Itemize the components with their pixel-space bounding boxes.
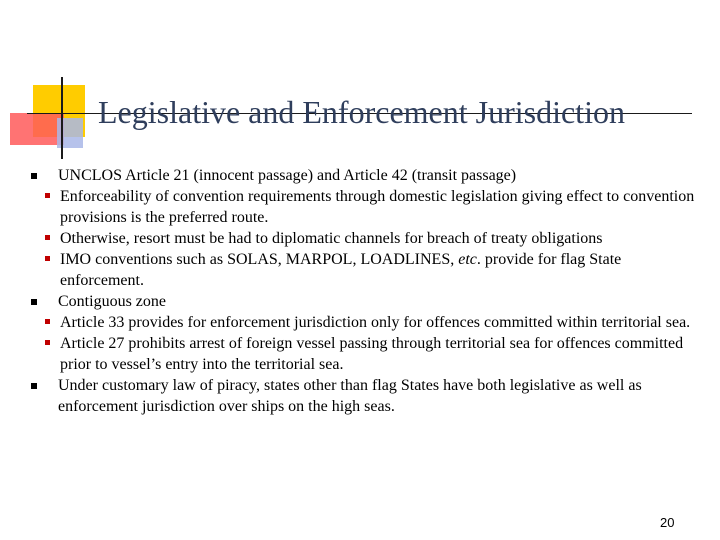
bullet-text: Under customary law of piracy, states other than flag States have both legislative as well as enforcement jurisdiction over ships on the high seas. xyxy=(58,377,642,415)
sub-bullet-text: Enforceability of convention requirements through domestic legislation giving effect to convention provisions is the preferred route. xyxy=(60,188,695,226)
bullet-text: UNCLOS Article 21 (innocent passage) and Article 42 (transit passage) xyxy=(58,167,517,184)
sub-bullet-item xyxy=(28,186,700,228)
bullet-text: Contiguous zone xyxy=(58,293,166,310)
sub-bullet-text: Article 33 provides for enforcement jurisdiction only for offences committed within territorial sea. xyxy=(60,314,691,331)
square-bullet-icon xyxy=(45,235,50,240)
square-bullet-icon xyxy=(45,193,50,198)
square-bullet-icon xyxy=(45,256,50,261)
square-bullet-icon xyxy=(31,173,37,179)
square-bullet-icon xyxy=(45,319,50,324)
decorative-red-bar xyxy=(10,113,64,145)
bullet-item xyxy=(28,165,700,186)
slide-title: Legislative and Enforcement Jurisdiction xyxy=(98,94,625,130)
decorative-vertical-line xyxy=(61,77,63,159)
page-number: 20 xyxy=(660,515,675,530)
sub-bullet-text: Article 27 prohibits arrest of foreign vessel passing through territorial sea for offences committed prior to vessel’s entry into the territorial sea. xyxy=(60,335,684,373)
square-bullet-icon xyxy=(45,340,50,345)
sub-bullet-text-pre: IMO conventions such as SOLAS, MARPOL, LOADLINES, xyxy=(60,251,459,268)
bullet-list xyxy=(28,165,700,417)
bullet-item xyxy=(28,291,700,312)
sub-bullet-item xyxy=(28,249,700,291)
square-bullet-icon xyxy=(31,299,37,305)
sub-bullet-text: Otherwise, resort must be had to diplomatic channels for breach of treaty obligations xyxy=(60,230,603,247)
sub-bullet-item xyxy=(28,312,700,333)
square-bullet-icon xyxy=(31,383,37,389)
sub-bullet-item xyxy=(28,228,700,249)
sub-bullet-item xyxy=(28,333,700,375)
bullet-item xyxy=(28,375,700,417)
sub-bullet-text-em: etc xyxy=(458,251,477,268)
sub-bullet-text-post: . provide for flag State enforcement. xyxy=(60,251,622,289)
